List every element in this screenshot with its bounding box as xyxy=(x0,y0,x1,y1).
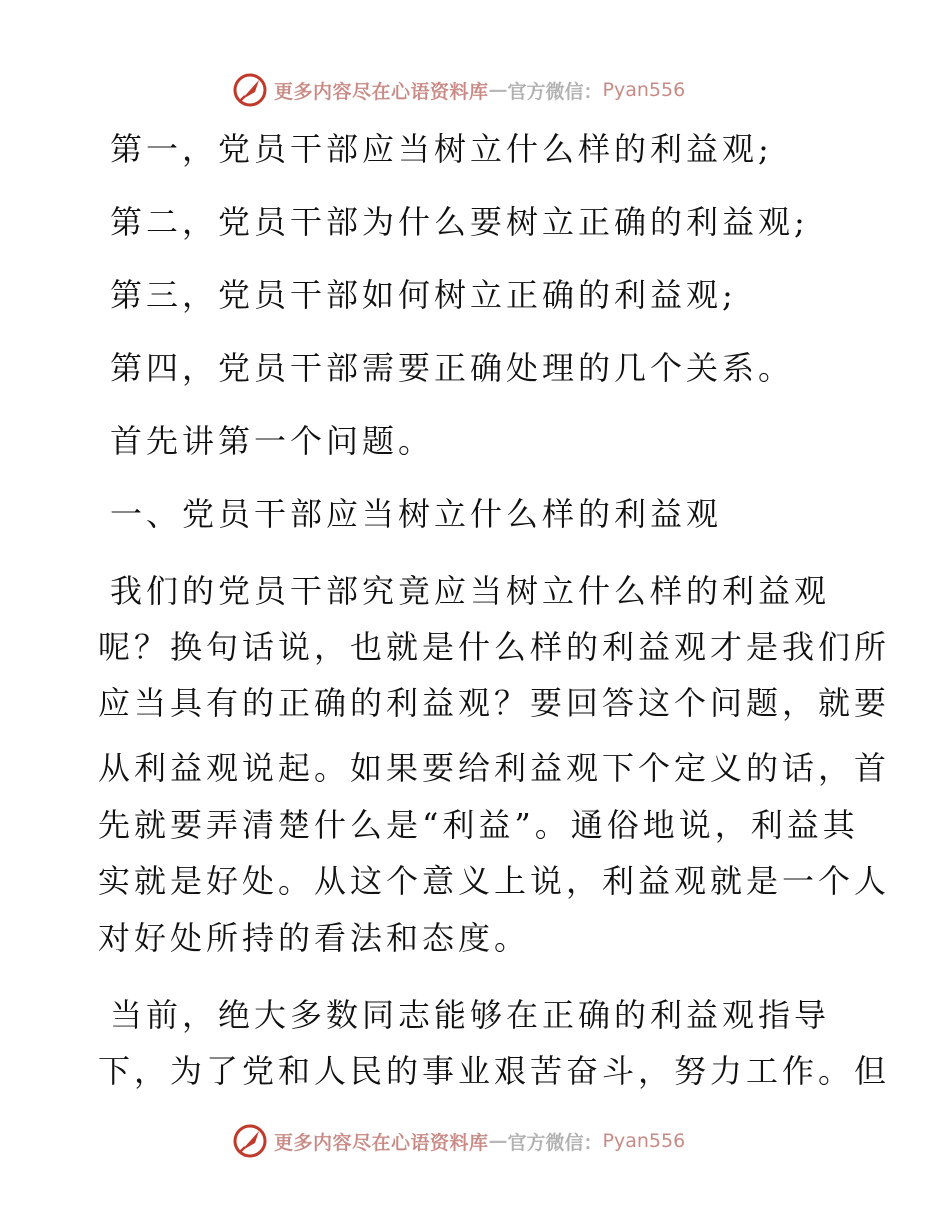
paragraph-line: 我们的党员干部究竟应当树立什么样的利益观 xyxy=(110,572,831,610)
list-item-third: 第三，党员干部如何树立正确的利益观; xyxy=(110,276,737,314)
paragraph-line: 当前，绝大多数同志能够在正确的利益观指导 xyxy=(110,996,831,1034)
list-item-second: 第二，党员干部为什么要树立正确的利益观; xyxy=(110,203,809,241)
watermark-handle: Pyan556 xyxy=(602,1130,686,1152)
paragraph-line: 先就要弄清楚什么是“利益”。通俗地说，利益其 xyxy=(98,806,859,844)
watermark-handle: Pyan556 xyxy=(602,79,686,101)
watermark-text: 更多内容尽在心语资料库 xyxy=(274,80,489,103)
quill-logo-icon xyxy=(232,72,268,108)
list-item-fourth: 第四，党员干部需要正确处理的几个关系。 xyxy=(110,349,795,387)
paragraph-line: 实就是好处。从这个意义上说，利益观就是一个人 xyxy=(98,862,891,900)
watermark-separator: — xyxy=(488,79,508,101)
paragraph-line: 呢？换句话说，也就是什么样的利益观才是我们所 xyxy=(98,628,891,666)
footer-watermark xyxy=(232,1121,685,1161)
paragraph-line: 应当具有的正确的利益观？要回答这个问题，就要 xyxy=(98,684,891,722)
paragraph-line: 对好处所持的看法和态度。 xyxy=(98,919,531,957)
section-heading: 一、党员干部应当树立什么样的利益观 xyxy=(110,495,723,533)
watermark-separator: — xyxy=(488,1130,508,1152)
intro-sentence: 首先讲第一个问题。 xyxy=(110,422,435,460)
list-item-first: 第一，党员干部应当树立什么样的利益观; xyxy=(110,130,773,168)
quill-logo-icon xyxy=(232,1123,268,1159)
watermark-contact-label: 官方微信： xyxy=(507,1131,603,1154)
header-watermark xyxy=(232,70,685,110)
watermark-contact-label: 官方微信： xyxy=(507,80,603,103)
paragraph-line: 下，为了党和人民的事业艰苦奋斗，努力工作。但 xyxy=(98,1052,891,1090)
paragraph-line: 从利益观说起。如果要给利益观下个定义的话，首 xyxy=(98,749,891,787)
watermark-text: 更多内容尽在心语资料库 xyxy=(274,1131,489,1154)
